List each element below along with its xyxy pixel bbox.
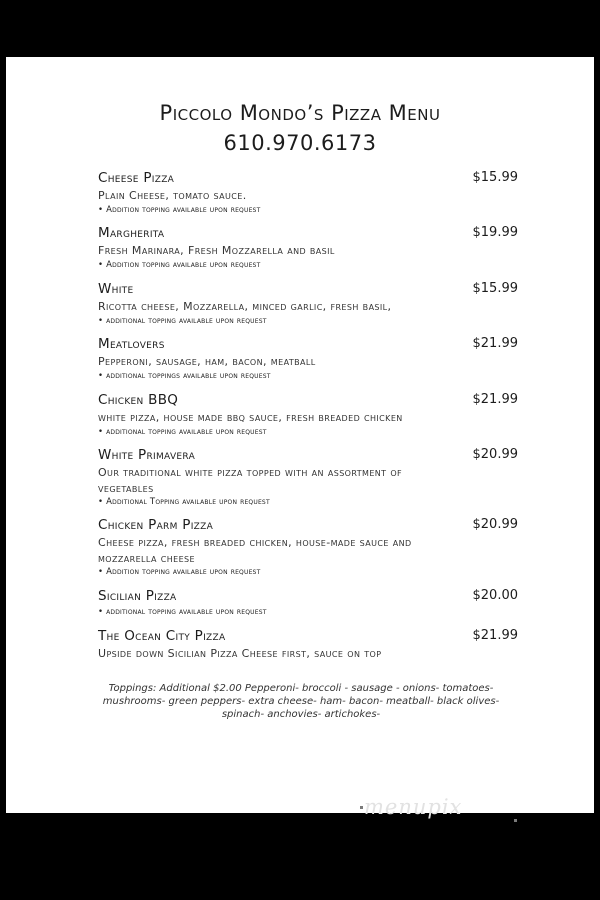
item-name: Chicken BBQ xyxy=(98,392,179,408)
toppings-note: Toppings: Additional $2.00 Pepperoni- broccoli - sausage - onions- tomatoes- mushrooms- green peppers- extra cheese- ham- bacon- meatball- black olives- spinach- anchovies- artichokes- xyxy=(102,683,500,720)
item-note: • additional toppings available upon request xyxy=(98,370,271,381)
item-name: Margherita xyxy=(98,225,165,241)
item-description: Fresh Marinara, Fresh Mozzarella and basil xyxy=(98,244,335,257)
item-name: Cheese Pizza xyxy=(98,170,175,186)
menu-title: Piccolo Mondo’s Pizza Menu xyxy=(159,101,441,125)
watermark-dot xyxy=(514,819,517,822)
item-name: Sicilian Pizza xyxy=(98,588,177,604)
item-note: • Addition topping available upon request xyxy=(98,259,261,270)
item-description: Pepperoni, sausage, ham, bacon, meatball xyxy=(98,355,316,368)
item-description: Our traditional white pizza topped with an assortment of vegetables xyxy=(98,466,403,495)
item-price: $20.99 xyxy=(472,517,518,532)
item-price: $21.99 xyxy=(472,392,518,407)
menupix-watermark: menupix xyxy=(364,795,463,819)
menu-item-ocean-city-pizza xyxy=(98,628,518,662)
item-price: $15.99 xyxy=(472,170,518,185)
item-price: $19.99 xyxy=(472,225,518,240)
menu-item-white-primavera xyxy=(98,447,518,509)
item-name: White xyxy=(98,281,134,297)
item-description: Cheese pizza, fresh breaded chicken, house-made sauce and mozzarella cheese xyxy=(98,536,412,565)
item-name: The Ocean City Pizza xyxy=(98,628,226,644)
menu-item-chicken-bbq xyxy=(98,392,518,439)
item-note: • Addition topping available upon request xyxy=(98,567,261,577)
item-price: $21.99 xyxy=(472,628,518,643)
menu-item-chicken-parm-pizza xyxy=(98,517,518,579)
item-name: Meatlovers xyxy=(98,336,165,352)
item-price: $20.99 xyxy=(472,447,518,462)
menu-item-cheese-pizza xyxy=(98,170,518,217)
item-price: $20.00 xyxy=(472,588,518,603)
item-price: $21.99 xyxy=(472,336,518,351)
item-note: • additional topping available upon request xyxy=(98,426,267,437)
item-note: • Additional Topping available upon request xyxy=(98,497,270,507)
menu-item-margherita xyxy=(98,225,518,272)
item-name: White Primavera xyxy=(98,447,196,463)
watermark-dot xyxy=(360,806,363,809)
item-description: Upside down Sicilian Pizza Cheese first, sauce on top xyxy=(98,647,382,660)
item-description: Ricotta cheese, Mozzarella, minced garlic, fresh basil, xyxy=(98,300,392,313)
menu-item-meatlovers xyxy=(98,336,518,383)
item-description: Plain Cheese, tomato sauce. xyxy=(98,189,247,202)
item-note: • additional topping available upon request xyxy=(98,607,267,617)
item-price: $15.99 xyxy=(472,281,518,296)
item-description: white pizza, house made bbq sauce, fresh breaded chicken xyxy=(98,411,403,424)
item-note: • Addition topping available upon request xyxy=(98,204,261,215)
item-note: • additional topping available upon request xyxy=(98,315,267,326)
menu-item-sicilian-pizza xyxy=(98,588,518,619)
menu-item-white xyxy=(98,281,518,328)
item-name: Chicken Parm Pizza xyxy=(98,517,214,533)
phone-number: 610.970.6173 xyxy=(223,131,377,155)
menu-page xyxy=(6,57,594,819)
